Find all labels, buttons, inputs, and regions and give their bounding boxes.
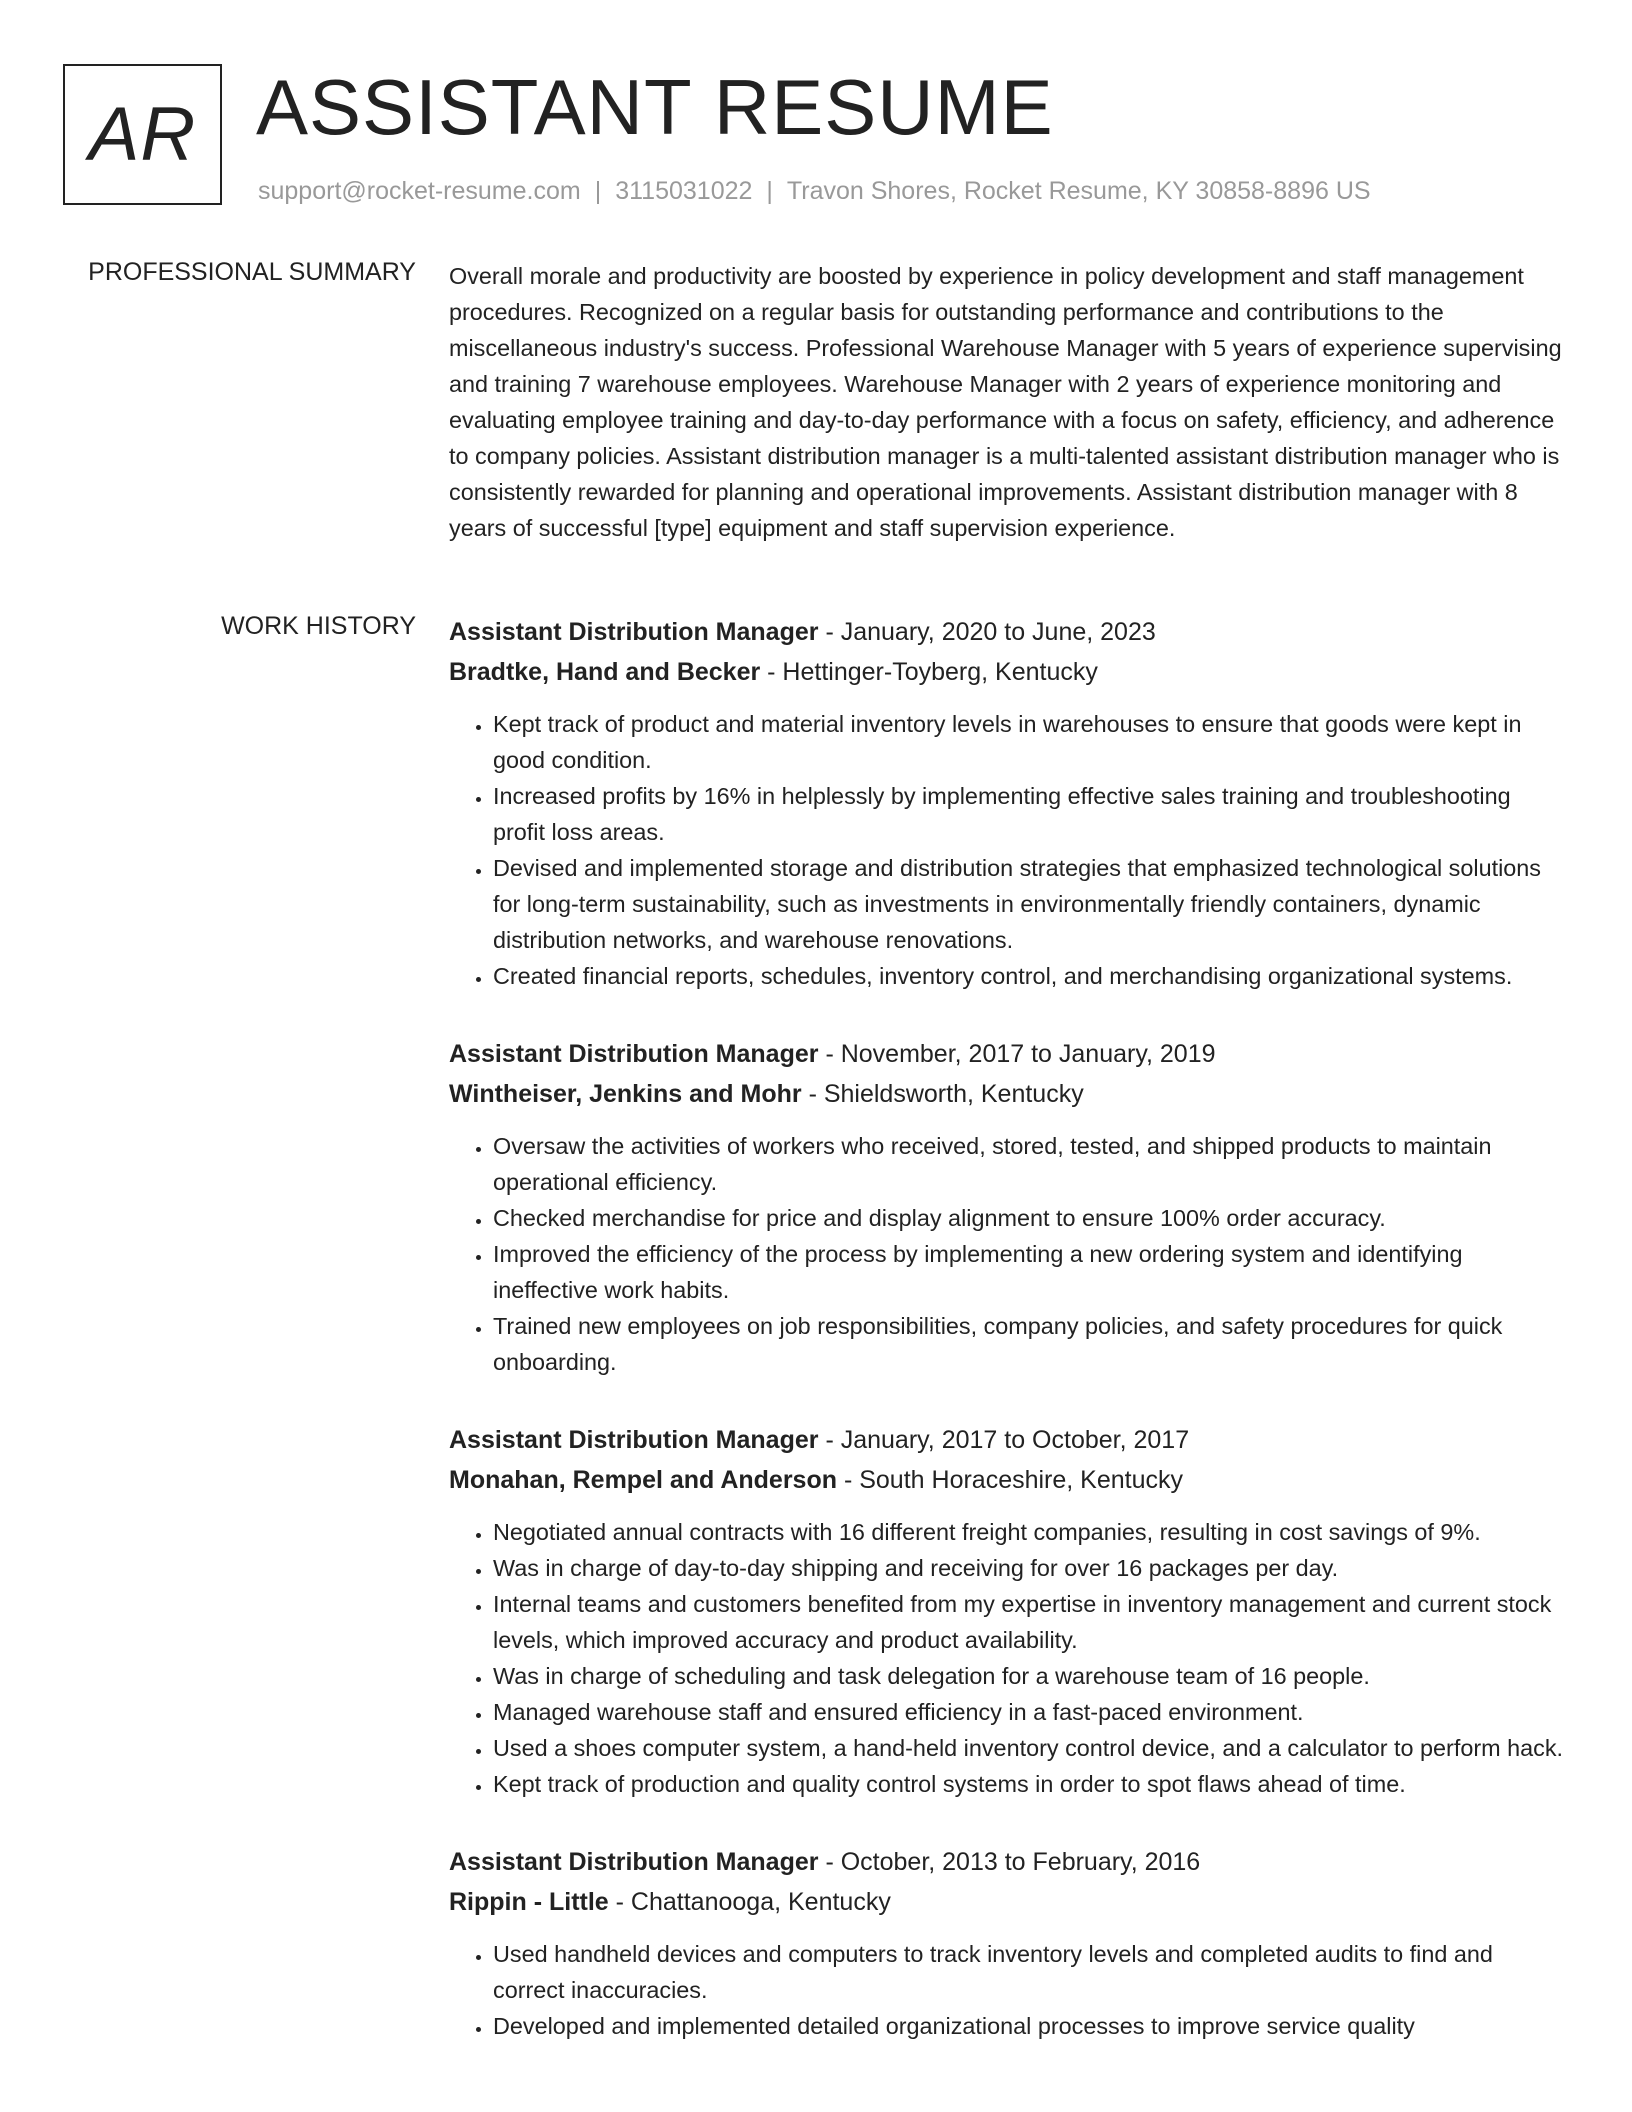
job-title-line <box>449 1842 1569 1882</box>
job-bullet: • Created financial reports, schedules, inventory control, and merchandising organizational systems. <box>493 958 1569 994</box>
job-dates: - November, 2017 to January, 2019 <box>818 1040 1216 1068</box>
job-title-line <box>449 1034 1569 1074</box>
job-entry <box>449 1842 1569 2044</box>
job-bullets <box>449 1936 1569 2044</box>
summary-body <box>449 258 1569 546</box>
job-title: Assistant Distribution Manager <box>449 1040 819 1068</box>
job-bullet: • Kept track of product and material inventory levels in warehouses to ensure that goods were kept in good condition. <box>493 706 1569 778</box>
job-company-line <box>449 1882 1569 1922</box>
job-bullet: • Was in charge of day-to-day shipping and receiving for over 16 packages per day. <box>493 1550 1569 1586</box>
job-entry <box>449 1034 1569 1380</box>
job-location: - Chattanooga, Kentucky <box>608 1888 891 1916</box>
job-company-line <box>449 1460 1569 1500</box>
job-title: Assistant Distribution Manager <box>449 1426 819 1454</box>
job-location: - Shieldsworth, Kentucky <box>801 1080 1084 1108</box>
job-bullet: • Trained new employees on job responsibilities, company policies, and safety procedures for quick onboarding. <box>493 1308 1569 1380</box>
job-bullet: • Oversaw the activities of workers who received, stored, tested, and shipped products to maintain operational efficiency. <box>493 1128 1569 1200</box>
monogram-badge: AR <box>63 64 222 205</box>
job-company: Bradtke, Hand and Becker <box>449 658 761 686</box>
summary-label: PROFESSIONAL SUMMARY <box>88 258 416 286</box>
contact-separator: | <box>594 177 602 205</box>
job-bullet: • Kept track of production and quality control systems in order to spot flaws ahead of time. <box>493 1766 1569 1802</box>
contact-line <box>258 177 1371 206</box>
job-company: Monahan, Rempel and Anderson <box>449 1466 838 1494</box>
job-bullet: • Increased profits by 16% in helplessly by implementing effective sales training and troubleshooting profit loss areas. <box>493 778 1569 850</box>
job-bullet: • Negotiated annual contracts with 16 different freight companies, resulting in cost savings of 9%. <box>493 1514 1569 1550</box>
job-bullets <box>449 706 1569 994</box>
job-location: - South Horaceshire, Kentucky <box>837 1466 1184 1494</box>
work-history-label: WORK HISTORY <box>221 612 416 640</box>
job-bullet: • Developed and implemented detailed organizational processes to improve service quality <box>493 2008 1569 2044</box>
job-company: Wintheiser, Jenkins and Mohr <box>449 1080 802 1108</box>
job-title-line <box>449 1420 1569 1460</box>
job-bullet: • Checked merchandise for price and display alignment to ensure 100% order accuracy. <box>493 1200 1569 1236</box>
job-company-line <box>449 1074 1569 1114</box>
job-entry <box>449 612 1569 994</box>
contact-separator: | <box>766 177 773 205</box>
contact-address: Travon Shores, Rocket Resume, KY 30858-8896 US <box>786 177 1371 205</box>
job-bullet: • Was in charge of scheduling and task delegation for a warehouse team of 16 people. <box>493 1658 1569 1694</box>
job-entry <box>449 1420 1569 1802</box>
job-bullet: • Internal teams and customers benefited from my expertise in inventory management and current stock levels, which improved accuracy and product availability. <box>493 1586 1569 1658</box>
summary-text: Overall morale and productivity are boosted by experience in policy development and staff management procedures. Recognized on a regular basis for outstanding performance and contributions to the miscellaneous industry's success. Professional Warehouse Manager with 5 years of experience supervising and training 7 warehouse employees. Warehouse Manager with 2 years of experience monitoring and evaluating employee training and day-to-day performance with a focus on safety, efficiency, and adherence to company policies. Assistant distribution manager is a multi-talented assistant distribution manager who is consistently rewarded for planning and operational improvements. Assistant distribution manager with 8 years of successful [type] equipment and staff supervision experience. <box>449 263 1562 541</box>
job-bullet: • Used a shoes computer system, a hand-held inventory control device, and a calculator to perform hack. <box>493 1730 1569 1766</box>
job-bullets <box>449 1128 1569 1380</box>
resume-header <box>63 64 1572 214</box>
job-title: Assistant Distribution Manager <box>449 618 819 646</box>
job-location: - Hettinger-Toyberg, Kentucky <box>760 658 1098 686</box>
job-bullet: • Managed warehouse staff and ensured efficiency in a fast-paced environment. <box>493 1694 1569 1730</box>
job-bullets <box>449 1514 1569 1802</box>
job-dates: - October, 2013 to February, 2016 <box>818 1848 1201 1876</box>
job-dates: - January, 2020 to June, 2023 <box>818 618 1156 646</box>
job-company: Rippin - Little <box>449 1888 609 1916</box>
job-bullet: • Used handheld devices and computers to track inventory levels and completed audits to find and correct inaccuracies. <box>493 1936 1569 2008</box>
resume-title: ASSISTANT RESUME <box>256 63 1054 151</box>
job-title: Assistant Distribution Manager <box>449 1848 819 1876</box>
job-company-line <box>449 652 1569 692</box>
job-bullet: • Devised and implemented storage and distribution strategies that emphasized technological solutions for long-term sustainability, such as investments in environmentally friendly containers, dynamic distribution networks, and warehouse renovations. <box>493 850 1569 958</box>
job-dates: - January, 2017 to October, 2017 <box>818 1426 1190 1454</box>
work-history-body <box>449 612 1569 2084</box>
job-title-line <box>449 612 1569 652</box>
contact-phone[interactable]: 3115031022 <box>615 177 753 205</box>
job-bullet: • Improved the efficiency of the process by implementing a new ordering system and identifying ineffective work habits. <box>493 1236 1569 1308</box>
contact-email[interactable]: support@rocket-resume.com <box>258 177 581 205</box>
